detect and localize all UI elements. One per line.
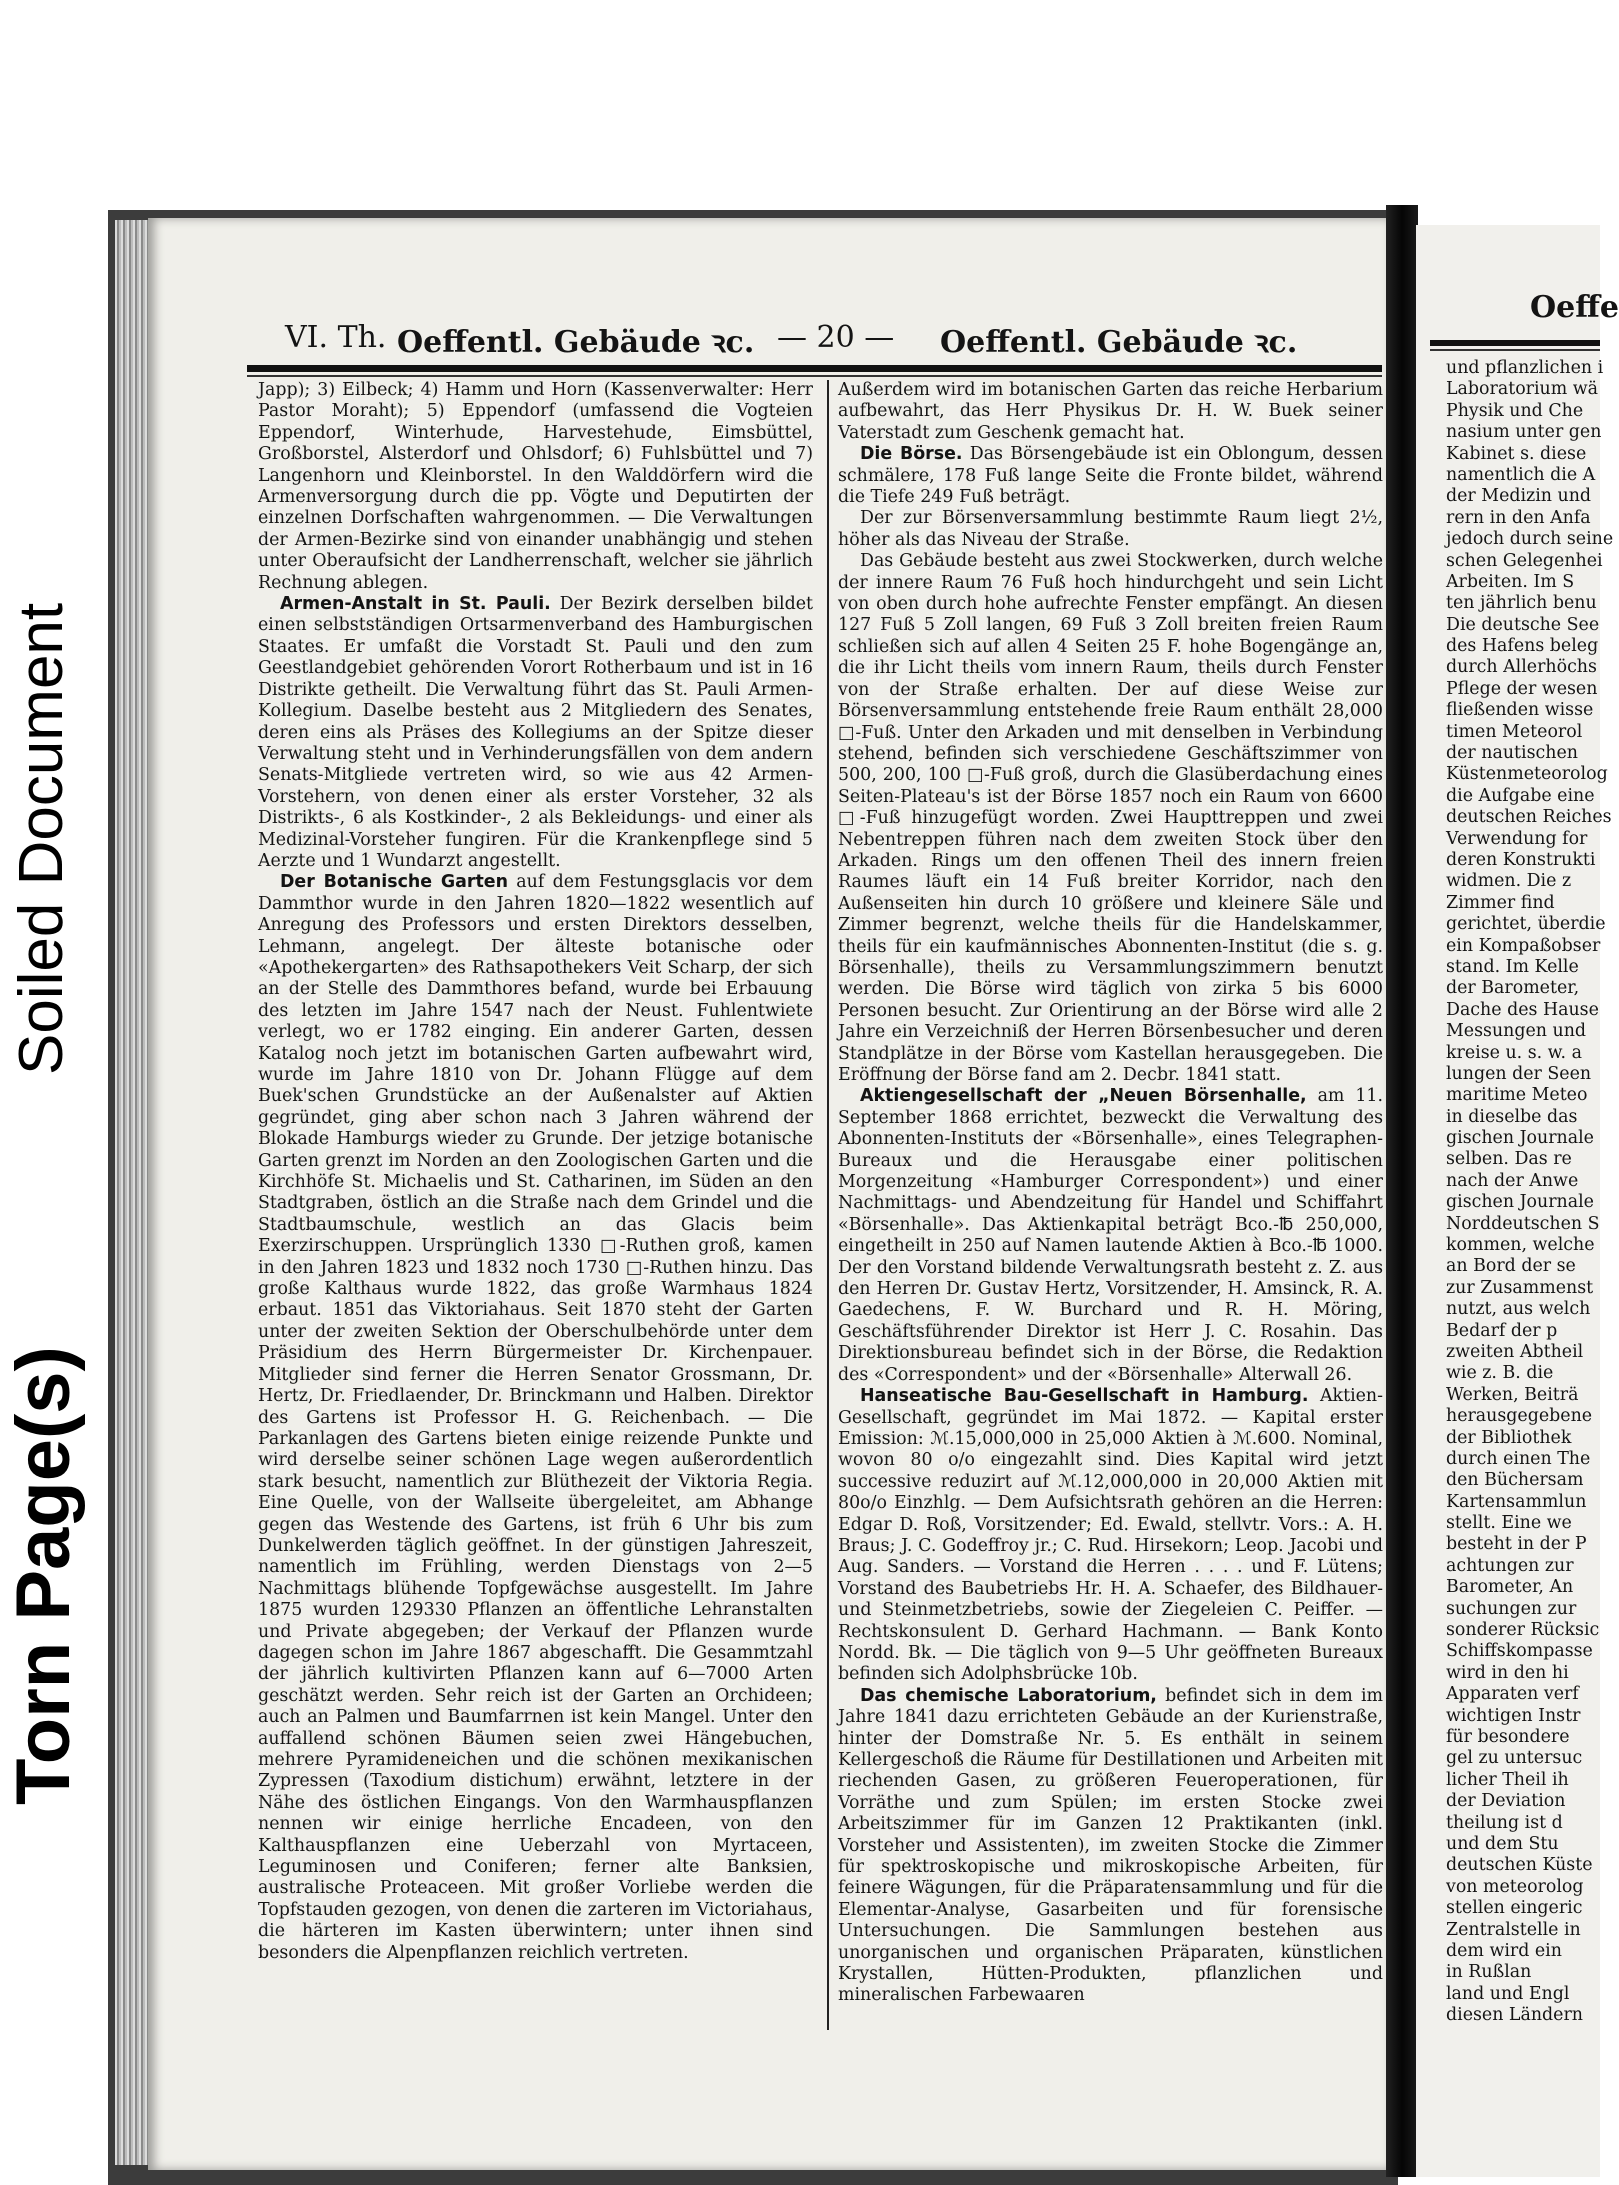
next-page-line: und pflanzlichen i: [1446, 358, 1604, 378]
next-page-line: durch einen The: [1446, 1448, 1591, 1469]
paragraph-text: auf dem Festungsglacis vor dem Dammthor wurde in den Jahren 1820—1822 wesentlich auf Anregung des Professors und ersten Direktors desselben, Lehmann, angelegt. Der älteste botanische oder «Apothekergarten» des Rathsapothekers Veit Scharp, der sich an der Stelle des Dammthores befand, wurde bei Erbauung des letzten im Jahre 1547 nach der Neust. Fuhlentwiete verlegt, wo er 1782 einging. Ein anderer Garten, dessen Katalog noch jetzt im botanischen Garten aufbewahrt wird, wurde im Jahre 1810 von Dr. Johann Flügge auf dem Buek'schen Grundstücke an der Außenalster auf Aktien gegründet, ging aber schon nach 3 Jahren während der Blokade Hamburgs wieder zu Grunde. Der jetzige botanische Garten grenzt im Norden an den Zoologischen Garten und die Kirchhöfe St. Michaelis und St. Catharinen, im Süden an den Stadtgraben, östlich an die Straße nach dem Grindel und die Stadtbaumschule, westlich an das Glacis beim Exerzirschuppen. Ursprünglich 1330 □-Ruthen groß, kamen in den Jahren 1823 und 1832 noch 1730 □-Ruthen hinzu. Das große Kalthaus wurde 1822, das große Warmhaus 1824 erbaut. 1851 das Viktoriahaus. Seit 1870 steht der Garten unter der zweiten Sektion der Oberschulbehörde unter dem Präsidium des Herrn Bürgermeister Dr. Kirchenpauer. Mitglieder sind ferner die Herren Senator Grossmann, Dr. Hertz, Dr. Friedlaender, Dr. Brinckmann und Halben. Direktor des Gartens ist Professor H. G. Reichenbach. — Die Parkanlagen des Gartens bieten einige reizende Punkte und wird derselbe seiner schönen Lage wegen außerordentlich stark besucht, namentlich zur Blüthezeit der Viktoria Regia. Eine Quelle, von der Wallseite übergeleitet, am Abhange gegen das Westende des Gartens, ist früh 6 Uhr bis zum Dunkelwerden täglich geöffnet. In der günstigen Jahreszeit, namentlich im Frühling, werden Dienstags von 2—5 Nachmittags blühende Topfgewächse ausgestellt. Im Jahre 1875 wurden 129330 Pflanzen an öffentliche Lehranstalten und Private abgegeben; der Verkauf der Pflanzen wurde dagegen schon im Jahre 1867 abgeschafft. Die Gesammtzahl der jährlich kultivirten Pflanzen kann auf 6—7000 Arten geschätzt werden. Sehr reich ist der Garten an Orchideen; auch an Palmen und Baumfarrnen ist kein Mangel. Unter den auffallend schönen Bäumen seien zwei Hängebuchen, mehrere Pyramideneichen und die schönen mexikanischen Zypressen (Taxodium distichum) erwähnt, letztere in der Nähe des östlichen Eingangs. Von den Warmhauspflanzen nennen wir einige herrliche Encadeen, von den Kalthauspflanzen eine Ueberzahl von Myrtaceen, Leguminosen und Coniferen; ferner alte Banksien, australische Proteaceen. Mit großer Vorliebe werden die Topfstauden gezogen, von denen die zarteren im Victoriahaus, die härteren im Kasten überwintern; unter ihnen sind besonders die Alpenpflanzen reichlich vertreten.: [258, 872, 813, 1963]
next-page-line: kommen, welche: [1446, 1235, 1595, 1256]
paragraph: [258, 872, 813, 1964]
next-page-line: Barometer, An: [1446, 1577, 1574, 1598]
paragraph: [838, 444, 1383, 508]
paragraph: [258, 380, 813, 594]
next-page-line: ein Kompaßobser: [1446, 935, 1601, 956]
next-page-line: Messungen und: [1446, 1021, 1587, 1042]
next-page-line: Kartensammlun: [1446, 1491, 1587, 1512]
next-page-line: gel zu untersuc: [1446, 1748, 1583, 1769]
paragraph: [838, 1086, 1383, 1386]
next-page-line: dem wird ein: [1446, 1940, 1562, 1961]
next-page-line: in Rußlan: [1446, 1962, 1532, 1983]
next-page-line: Schiffskompasse: [1446, 1641, 1593, 1662]
next-page-line: maritime Meteo: [1446, 1085, 1588, 1106]
next-page-rule-thin: [1430, 349, 1600, 351]
paragraph-text: Aktien-Gesellschaft, gegründet im Mai 1872. — Kapital erster Emission: ℳ.15,000,000 in 25,000 Aktien à ℳ.600. Nominal, wovon 80 o/o eingezahlt sind. Dies Kapital wird jetzt successive reduzirt auf ℳ.12,000,000 in 20,000 Aktien mit 80o/o Einzhlg. — Dem Aufsichtsrath gehören an die Herren: Edgar D. Roß, Vorsitzender; Ed. Ewald, stellvtr. Vors.: A. H. Braus; J. C. Godeffroy jr.; C. Rud. Hirsekorn; Leop. Jacobi und Aug. Sanders. — Vorstand die Herren . . . . und F. Lütens; Vorstand des Baubetriebs Hr. H. A. Schaefer, des Bildhauer- und Steinmetzbetriebs, sowie der Ziegeleien C. Peiffer. — Rechtskonsulent D. Gerhard Hachmann. — Bank Konto Nordd. Bk. — Die täglich von 9—5 Uhr geöffneten Bureaux befinden sich Adolphsbrücke 10b.: [838, 1386, 1384, 1685]
next-page-line: der Deviation: [1446, 1791, 1566, 1812]
next-page-line: besteht in der P: [1446, 1534, 1587, 1555]
next-page-line: von meteorolog: [1446, 1876, 1584, 1897]
next-page-line: zur Zusammenst: [1446, 1277, 1594, 1298]
next-page-line: die Aufgabe eine: [1446, 785, 1595, 806]
column-divider: [827, 380, 829, 2030]
paragraph-text: am 11. September 1868 errichtet, bezweckt die Verwaltung des Abonnenten-Instituts der «Börsenhalle», eines Telegraphen-Bureaux und die Herausgabe einer politischen Morgenzeitung «Hamburger Correspondent») und einer Nachmittags- und Abendzeitung für Handel und Schiffahrt «Börsenhalle». Das Aktienkapital beträgt Bco.-℔ 250,000, eingetheilt in 250 auf Namen lautende Aktien à Bco.-℔ 1000. Der den Vorstand bildende Verwaltungsrath besteht z. Z. aus den Herren Dr. Gustav Hertz, Vorsitzender, H. Amsinck, R. A. Gaedechens, F. W. Burchard und R. H. Möring, Geschäftsführender Direktor ist Herr J. C. Rosahin. Das Direktionsbureau befindet sich in der Börse, die Redaktion des «Correspondent» und der «Börsenhalle» Alterwall 26.: [838, 1086, 1383, 1385]
next-page-line: sonderer Rücksic: [1446, 1620, 1600, 1641]
header-title: Oeffentl. Gebäude ꝛc.: [397, 325, 755, 360]
right-column: [838, 380, 1383, 2030]
left-column: [258, 380, 813, 2030]
next-page-line: Die deutsche See: [1446, 614, 1600, 635]
paragraph: [838, 508, 1383, 551]
next-page-line: gerichtet, überdie: [1446, 914, 1606, 935]
next-page-line: land und Engl: [1446, 1983, 1570, 2004]
next-page-line: der Barometer,: [1446, 978, 1580, 999]
header-rule: [247, 365, 1382, 372]
next-page-line: wichtigen Instr: [1446, 1705, 1581, 1726]
next-page-line: Physik und Che: [1446, 400, 1584, 421]
soiled-document-label: Soiled Document: [7, 602, 76, 1075]
header-title-right: Oeffentl. Gebäude ꝛc.: [940, 325, 1298, 360]
next-page-line: und dem Stu: [1446, 1833, 1559, 1854]
next-page-line: in dieselbe das: [1446, 1106, 1578, 1127]
next-page-line: Verwendung for: [1446, 828, 1588, 849]
next-page-line: der nautischen: [1446, 743, 1578, 764]
next-page-line: gischen Journale: [1446, 1128, 1594, 1149]
paragraph-text: Japp); 3) Eilbeck; 4) Hamm und Horn (Kassenverwalter: Herr Pastor Moraht); 5) Eppendorf (umfassend die Vogteien Eppendorf, Winterhude, Harvestehude, Eimsbüttel, Großborstel, Alsterdorf und Ohlsdorf; 6) Fuhlsbüttel und 7) Langenhorn und Kleinborstel. In den Walddörfern wird die Armenversorgung durch die pp. Vögte und Deputirten der einzelnen Dorfschaften wahrgenommen. — Die Verwaltungen der Armen-Bezirke sind von einander unabhängig und stehen unter Oberaufsicht der Landherrenschaft, welcher sie jährlich Rechnung ablegen.: [258, 380, 813, 593]
next-page-rule: [1430, 340, 1600, 346]
next-page-line: nasium unter gen: [1446, 422, 1602, 443]
next-page-line: zweiten Abtheil: [1446, 1341, 1584, 1362]
entry-heading: Hanseatische Bau-Gesellschaft in Hamburg.: [860, 1386, 1309, 1407]
torn-pages-label: Torn Page(s): [1, 1346, 86, 1805]
next-page-line: für besondere: [1446, 1727, 1570, 1747]
next-page-line: schen Gelegenhei: [1446, 550, 1603, 571]
next-page-line: ten jährlich benu: [1446, 593, 1597, 614]
next-page-line: den Büchersam: [1446, 1470, 1584, 1491]
next-page-line: Bedarf der p: [1446, 1320, 1558, 1341]
paragraph: [258, 594, 813, 872]
next-page-line: Kabinet s. diese: [1446, 443, 1587, 464]
next-page-line: achtungen zur: [1446, 1555, 1574, 1576]
next-page-line: stellen eingeric: [1446, 1898, 1583, 1919]
next-page-line: jedoch durch seine: [1446, 529, 1614, 550]
next-page-line: des Hafens beleg: [1446, 636, 1599, 657]
next-page-line: namentlich die A: [1446, 464, 1596, 485]
entry-heading: Das chemische Laboratorium,: [860, 1685, 1157, 1706]
next-page-line: Zimmer find: [1446, 892, 1555, 913]
next-page-line: Norddeutschen S: [1446, 1213, 1600, 1234]
next-page-line: nutzt, aus welch: [1446, 1299, 1591, 1320]
next-page-line: timen Meteorol: [1446, 721, 1583, 742]
next-page-line: rern in den Anfa: [1446, 507, 1591, 528]
next-page-line: der Bibliothek: [1446, 1427, 1572, 1448]
header-rule-thin: [247, 375, 1382, 377]
paragraph-text: Außerdem wird im botanischen Garten das reiche Herbarium aufbewahrt, das Herr Physikus Dr. H. W. Buek seiner Vaterstadt zum Geschenk gemacht hat.: [838, 380, 1383, 443]
next-page-line: kreise u. s. w. a: [1446, 1042, 1582, 1063]
next-page-line: deutschen Küste: [1446, 1855, 1593, 1876]
next-page-line: wie z. B. die: [1446, 1363, 1554, 1384]
entry-heading: Aktiengesellschaft der „Neuen Börsenhalle,: [860, 1086, 1307, 1107]
paragraph: [838, 1386, 1383, 1686]
next-page-line: Apparaten verf: [1446, 1684, 1579, 1705]
page-number: — 20 —: [777, 320, 895, 355]
paragraph-text: Das Börsengebäude ist ein Oblongum, dessen schmälere, 178 Fuß lange Seite die Fronte bildet, während die Tiefe 249 Fuß beträgt.: [838, 444, 1383, 508]
next-page-line: diesen Ländern: [1446, 2005, 1583, 2026]
next-page-line: stand. Im Kelle: [1446, 956, 1579, 977]
next-page-line: Küstenmeteorolog: [1446, 764, 1608, 785]
next-page-line: herausgegebene: [1446, 1406, 1593, 1427]
next-page-line: theilung ist d: [1446, 1812, 1563, 1833]
next-page-line: deren Konstrukti: [1446, 849, 1596, 870]
page-header: [285, 320, 1298, 364]
next-page-line: Arbeiten. Im S: [1446, 571, 1575, 592]
next-page-line: selben. Das re: [1446, 1149, 1572, 1170]
next-page-line: stellt. Eine we: [1446, 1513, 1572, 1534]
paragraph: [838, 551, 1383, 1086]
entry-heading: Der Botanische Garten: [280, 872, 508, 893]
paragraph-text: Das Gebäude besteht aus zwei Stockwerken, durch welche der innere Raum 76 Fuß hoch hindurchgeht und sein Licht von oben durch hohe aufrechte Fenster empfängt. An diesen 127 Fuß 5 Zoll langen, 69 Fuß 3 Zoll breiten freien Raum schließen sich auf allen 4 Seiten 25 F. hohe Bogengänge an, die ihr Licht theils vom innern Raum, theils durch Fenster von der Straße erhalten. Der auf diese Weise zur Börsenversammlung entstehende freie Raum enthält 28,000 □-Fuß. Unter den Arkaden und mit denselben in Verbindung stehend, befinden sich verschiedene Geschäftszimmer von 500, 200, 100 □-Fuß groß, durch die Glasüberdachung eines Seiten-Plateau's ist der Börse 1857 noch ein Raum von 6600 □-Fuß hinzugefügt worden. Zwei Haupttreppen und zwei Nebentreppen führen nach dem zweiten Stock über den Arkaden. Rings um den offenen Theil des innern freien Raumes läuft ein 14 Fuß breiter Korridor, nach den Außenseiten hin durch 10 größere und kleinere Säle und Zimmer begrenzt, welche theils für die Handelskammer, theils für ein kaufmännisches Abonnenten-Institut (die s. g. Börsenhalle), theils zu Versammlungszimmern benutzt werden. Die Börse wird täglich von zirka 5 bis 6000 Personen besucht. Zur Orientirung an der Börse wird alle 2 Jahre ein Verzeichniß der Herren Börsenbesucher und deren Standplätze in der Börse vom Kastellan herausgegeben. Die Eröffnung der Börse fand am 2. Decbr. 1841 statt.: [838, 551, 1383, 1085]
next-page-line: Pflege der wesen: [1446, 678, 1598, 699]
paragraph: [838, 380, 1383, 444]
next-page-header: Oeffe: [1530, 290, 1619, 325]
paragraph-text: befindet sich in dem im Jahre 1841 dazu errichteten Gebäude an der Kurienstraße, hinter der Domstraße Nr. 5. Es enthält in seinem Kellergeschoß die Räume für Destillationen und Arbeiten mit riechenden Gasen, zu größeren Feueroperationen, für Vorräthe und zum Spülen; im ersten Stocke zwei Arbeitszimmer für im Ganzen 12 Praktikanten (inkl. Vorsteher und Assistenten), im zweiten Stocke die Zimmer für spektroskopische und mikroskopische Arbeiten, für feinere Wägungen, für die Präparatensammlung und für die Elementar-Analyse, Gasarbeiten und für forensische Untersuchungen. Die Sammlungen bestehen aus unorganischen und organischen Präparaten, künstlichen Krystallen, Hütten-Produkten, pflanzlichen und mineralischen Farbewaaren: [838, 1685, 1383, 2006]
next-page-text: [1446, 358, 1614, 2026]
next-page-line: Werken, Beiträ: [1446, 1384, 1579, 1405]
next-page-line: lungen der Seen: [1446, 1063, 1592, 1084]
paragraph-text: Der zur Börsenversammlung bestimmte Raum liegt 2½, höher als das Niveau der Straße.: [838, 508, 1383, 550]
next-page-line: deutschen Reiches: [1446, 807, 1612, 828]
next-page-line: der Medizin und: [1446, 486, 1592, 507]
next-page-line: wird in den hi: [1446, 1662, 1569, 1683]
next-page-line: suchungen zur: [1446, 1598, 1577, 1619]
entry-heading: Die Börse.: [860, 444, 963, 465]
entry-heading: Armen-Anstalt in St. Pauli.: [280, 594, 551, 615]
next-page-line: widmen. Die z: [1446, 871, 1572, 892]
header-part: VI. Th.: [285, 320, 387, 355]
next-page-line: licher Theil ih: [1446, 1769, 1569, 1790]
paragraph-text: Der Bezirk derselben bildet einen selbstständigen Ortsarmenverband des Hamburgischen Staates. Er umfaßt die Vorstadt St. Pauli und den zum Geestlandgebiet gehörenden Vorort Rotherbaum und ist in 16 Distrikte getheilt. Die Verwaltung führt das St. Pauli Armen-Kollegium. Daselbe besteht aus 2 Mitgliedern des Senates, deren eins als Präses des Kollegiums an der Spitze dieser Verwaltung steht und in Verhinderungsfällen von dem andern Senats-Mitgliede vertreten wird, so wie aus 42 Armen-Vorstehern, von denen einer als erster Vorsteher, 32 als Distrikts-, 6 als Kostkinder-, 2 als Bekleidungs- und einer als Medizinal-Vorsteher fungiren. Für die Krankenpflege sind 5 Aerzte und 1 Wundarzt angestellt.: [258, 594, 814, 871]
next-page-line: fließenden wisse: [1446, 700, 1594, 721]
next-page-line: Zentralstelle in: [1446, 1919, 1581, 1940]
next-page-line: nach der Anwe: [1446, 1170, 1579, 1191]
next-page-line: durch Allerhöchs: [1446, 657, 1597, 678]
next-page-line: Laboratorium wä: [1446, 379, 1599, 400]
book-gutter: [1386, 205, 1418, 2177]
next-page-line: an Bord der se: [1446, 1256, 1576, 1277]
next-page-line: gischen Journale: [1446, 1192, 1594, 1213]
paragraph: [838, 1686, 1383, 2007]
next-page-line: Dache des Hause: [1446, 999, 1599, 1020]
